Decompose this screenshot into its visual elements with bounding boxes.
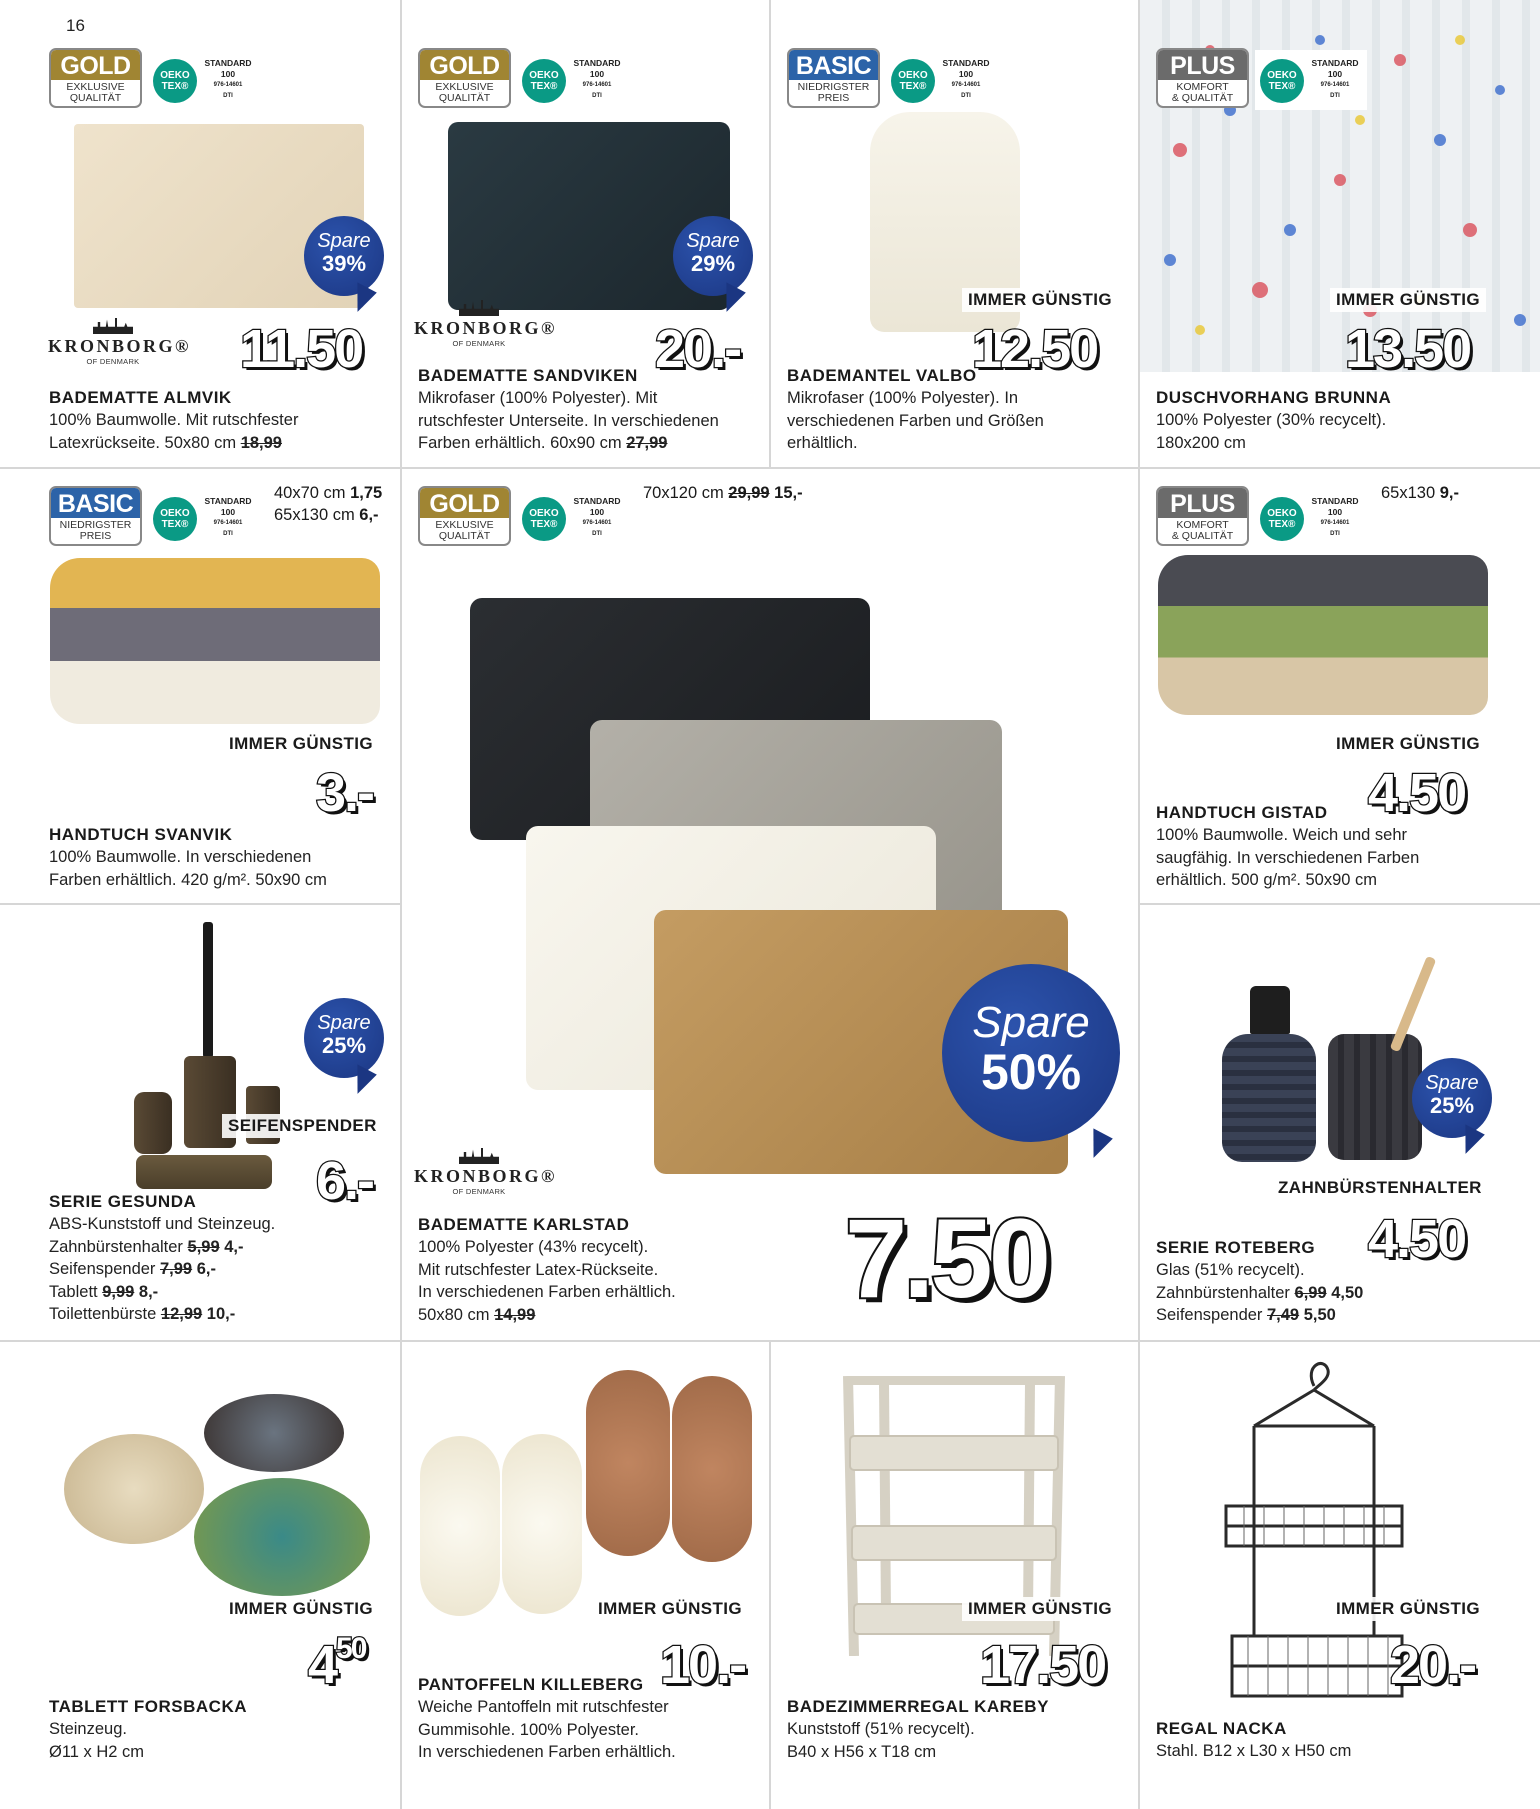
product-description: ABS-Kunststoff und Steinzeug. Zahnbürstenhalter 5,99 4,- Seifenspender 7,99 6,- Tablett 9,99 8,- Toilettenbürste 12,99 10,- [49,1215,276,1323]
product-description: Mikrofaser (100% Polyester). Mit rutschfester Unterseite. In verschiedenen Farben erhältlich. 60x90 cm 27,99 [418,389,719,452]
product-type-label: SEIFENSPENDER [222,1114,383,1138]
slipper-white-right-image [502,1434,582,1614]
oeko-tex-logo: OEKO TEX® [153,59,197,103]
oeko-tex-logo: OEKO TEX® [891,59,935,103]
page-number: 16 [66,16,85,35]
product-title: DUSCHVORHANG BRUNNA [1156,388,1392,407]
slipper-brown-left-image [586,1370,670,1556]
kronborg-logo: KRONBORG® OF DENMARK [414,1148,544,1196]
spare-badge: Spare 29% [673,216,753,296]
divider [400,0,402,1809]
toilet-brush-image [203,922,213,1058]
immer-guenstig-label: IMMER GÜNSTIG [1330,288,1486,312]
product-title: REGAL NACKA [1156,1719,1287,1738]
kronborg-logo: KRONBORG® OF DENMARK [414,300,544,348]
product-title: BADEMATTE SANDVIKEN [418,366,638,385]
soap-dispenser-image [134,1092,172,1154]
product-title: PANTOFFELN KILLEBERG [418,1675,644,1694]
plus-badge: PLUS KOMFORT & QUALITÄT [1156,486,1249,546]
immer-guenstig-label: IMMER GÜNSTIG [223,732,379,756]
spare-badge-large: Spare 50% [942,964,1120,1142]
product-type-label: ZAHNBÜRSTENHALTER [1272,1176,1488,1200]
size-prices: 70x120 cm 29,99 15,- [643,484,803,502]
product-title: BADEZIMMERREGAL KAREBY [787,1697,1049,1716]
divider [0,903,400,905]
kronborg-logo: KRONBORG® OF DENMARK [48,318,178,366]
price: $4^{50}$ [308,1632,366,1695]
price: 20.- [1390,1635,1476,1695]
price: 4.50 [1368,1209,1466,1269]
oeko-tex-logo: OEKO TEX® [522,59,566,103]
product-description: 100% Polyester (30% recycelt). 180x200 cm [1156,411,1387,452]
tray-dark-image [204,1394,344,1472]
gold-badge: GOLD EXKLUSIVE QUALITÄT [49,48,142,108]
product-title: HANDTUCH GISTAD [1156,803,1328,822]
shower-caddy-nacka-image [1224,1356,1404,1712]
slipper-white-left-image [420,1436,500,1616]
divider [769,0,771,467]
oeko-tex-logo: OEKO TEX® [522,497,566,541]
immer-guenstig-label: IMMER GÜNSTIG [223,1597,379,1621]
slipper-brown-right-image [672,1376,752,1562]
oeko-standard-text: STANDARD 100 976-14601 DTI [1311,496,1359,537]
oeko-tex-logo: OEKO TEX® [1260,497,1304,541]
product-description: Glas (51% recycelt). Zahnbürstenhalter 6,99 4,50 Seifenspender 7,49 5,50 [1156,1261,1364,1324]
spare-badge: Spare 25% [304,998,384,1078]
oeko-standard-text: STANDARD 100 976-14601 DTI [573,496,621,537]
price: 10.- [660,1635,746,1695]
product-description: 100% Polyester (43% recycelt). Mit rutschfester Latex-Rückseite. In verschiedenen Farben erhältlich. 50x80 cm 14,99 [418,1238,676,1324]
immer-guenstig-label: IMMER GÜNSTIG [1330,732,1486,756]
product-title: SERIE ROTEBERG [1156,1238,1316,1257]
basic-badge: BASIC NIEDRIGSTER PREIS [49,486,142,546]
price: 4.50 [1368,763,1466,823]
product-description: Steinzeug. Ø11 x H2 cm [49,1720,145,1761]
gold-badge: GOLD EXKLUSIVE QUALITÄT [418,486,511,546]
price: 12.50 [972,319,1098,379]
spare-badge: Spare 25% [1412,1058,1492,1138]
tray-image [136,1155,272,1189]
product-description: Kunststoff (51% recycelt). B40 x H56 x T18 cm [787,1720,975,1761]
oeko-tex-logo: OEKO TEX® [1260,59,1304,103]
immer-guenstig-label: IMMER GÜNSTIG [962,1597,1118,1621]
castle-icon [459,1148,499,1164]
product-description: Mikrofaser (100% Polyester). In verschiedenen Farben und Größen erhältlich. [787,389,1044,452]
price: 11.50 [240,319,363,379]
product-title: BADEMANTEL VALBO [787,366,977,385]
product-description: 100% Baumwolle. In verschiedenen Farben erhältlich. 420 g/m². 50x90 cm [49,848,327,889]
castle-icon [459,300,499,316]
oeko-standard-text: STANDARD 100 976-14601 DTI [573,58,621,99]
price: 6.- [316,1151,374,1211]
pump-head-image [1250,986,1290,1034]
divider [769,1340,771,1809]
oeko-standard-text: STANDARD 100 976-14601 DTI [1311,58,1359,99]
tray-beige-image [64,1434,204,1544]
towel-svanvik-image [50,558,380,724]
product-title: BADEMATTE ALMVIK [49,388,232,407]
castle-icon [93,318,133,334]
product-title: BADEMATTE KARLSTAD [418,1215,630,1234]
product-title: SERIE GESUNDA [49,1192,197,1211]
size-prices: 40x70 cm 1,75 65x130 cm 6,- [274,484,383,524]
towel-gistad-image [1158,555,1488,715]
soap-dispenser-glass-image [1222,1034,1316,1162]
immer-guenstig-label: IMMER GÜNSTIG [592,1597,748,1621]
oeko-standard-text: STANDARD 100 976-14601 DTI [204,496,252,537]
price-large: 7.50 [845,1196,1047,1321]
product-description: Weiche Pantoffeln mit rutschfester Gummisohle. 100% Polyester. In verschiedenen Farben erhältlich. [418,1698,676,1761]
divider [0,467,1540,469]
immer-guenstig-label: IMMER GÜNSTIG [1330,1597,1486,1621]
divider [1138,903,1540,905]
basic-badge: BASIC NIEDRIGSTER PREIS [787,48,880,108]
immer-guenstig-label: IMMER GÜNSTIG [962,288,1118,312]
oeko-tex-logo: OEKO TEX® [153,497,197,541]
price: 17.50 [980,1635,1106,1695]
oeko-standard-text: STANDARD 100 976-14601 DTI [204,58,252,99]
price: 20.- [655,319,741,379]
product-title: HANDTUCH SVANVIK [49,825,233,844]
price: 3.- [316,763,374,823]
plus-badge: PLUS KOMFORT & QUALITÄT [1156,48,1249,108]
oeko-standard-text: STANDARD 100 976-14601 DTI [942,58,990,99]
product-description: 100% Baumwolle. Mit rutschfester Latexrückseite. 50x80 cm 18,99 [49,411,299,452]
gold-badge: GOLD EXKLUSIVE QUALITÄT [418,48,511,108]
size-prices: 65x130 9,- [1381,484,1459,502]
product-title: TABLETT FORSBACKA [49,1697,247,1716]
price: 13.50 [1345,319,1471,379]
product-description: 100% Baumwolle. Weich und sehr saugfähig. In verschiedenen Farben erhältlich. 500 g/m². 50x90 cm [1156,826,1420,889]
product-description: Stahl. B12 x L30 x H50 cm [1156,1742,1352,1760]
toothbrush-holder-glass-image [1328,1034,1422,1160]
spare-badge: Spare 39% [304,216,384,296]
tray-teal-image [194,1478,370,1596]
